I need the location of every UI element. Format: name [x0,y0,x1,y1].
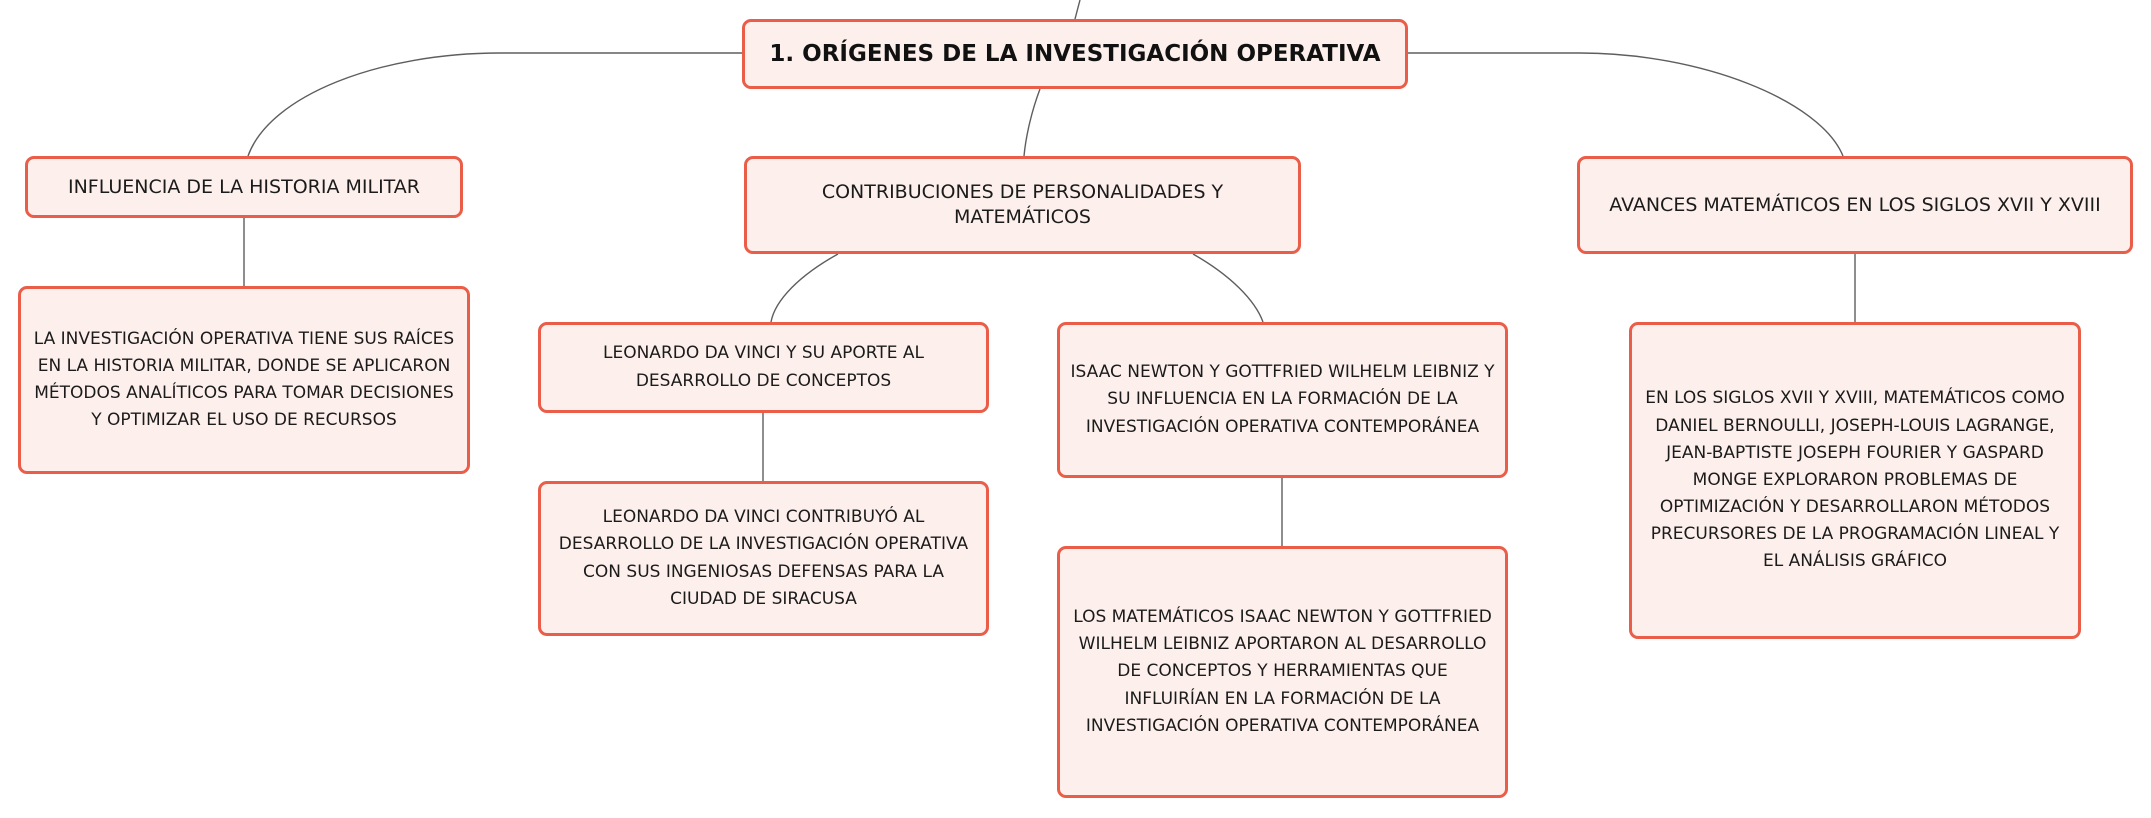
connector-root-to-contribuciones [1024,89,1040,156]
subtopic-historia-militar-detail[interactable] [18,286,470,474]
topic-contribuciones-label: CONTRIBUCIONES DE PERSONALIDADES Y MATEMÁTICOS [821,181,1224,228]
subtopic-avances-matematicos-text: EN LOS SIGLOS XVII Y XVIII, MATEMÁTICOS COMO DANIEL BERNOULLI, JOSEPH-LOUIS LAGRANGE, JEAN-BAPTISTE JOSEPH FOURIER Y GASPARD MONGE EXPLORARON PROBLEMAS DE OPTIMIZACIÓN Y DESARROLLARON MÉTODOS PRECURSORES DE LA PROGRAMACIÓN LINEAL Y EL ANÁLISIS GRÁFICO [1645,388,2065,572]
root-topic-label: 1. ORÍGENES DE LA INVESTIGACIÓN OPERATIVA [769,41,1381,67]
topic-contribuciones[interactable] [744,156,1301,254]
subtopic-historia-militar-text: LA INVESTIGACIÓN OPERATIVA TIENE SUS RAÍCES EN LA HISTORIA MILITAR, DONDE SE APLICARON MÉTODOS ANALÍTICOS PARA TOMAR DECISIONES Y OPTIMIZAR EL USO DE RECURSOS [33,328,455,431]
connector-root-to-parent [1075,0,1080,19]
connector-contribuciones-to-newton [1193,254,1263,322]
topic-historia-militar[interactable] [25,156,463,218]
subtopic-newton-leibniz-label: ISAAC NEWTON Y GOTTFRIED WILHELM LEIBNIZ Y SU INFLUENCIA EN LA FORMACIÓN DE LA INVESTIGACIÓN OPERATIVA CONTEMPORÁNEA [1070,362,1495,437]
topic-historia-militar-label: INFLUENCIA DE LA HISTORIA MILITAR [67,175,421,198]
root-topic[interactable] [742,19,1408,89]
subtopic-newton-leibniz-detail[interactable] [1057,546,1508,798]
subtopic-davinci-text: LEONARDO DA VINCI CONTRIBUYÓ AL DESARROLLO DE LA INVESTIGACIÓN OPERATIVA CON SUS INGENIOSAS DEFENSAS PARA LA CIUDAD DE SIRACUSA [558,507,969,609]
connector-root-to-avances [1408,53,1843,156]
subtopic-newton-leibniz[interactable] [1057,322,1508,478]
topic-avances-matematicos[interactable] [1577,156,2133,254]
subtopic-davinci-detail[interactable] [538,481,989,636]
connector-contribuciones-to-davinci [771,254,838,322]
connector-root-to-militar [248,53,742,156]
subtopic-avances-matematicos-detail[interactable] [1629,322,2081,639]
subtopic-newton-leibniz-text: LOS MATEMÁTICOS ISAAC NEWTON Y GOTTFRIED WILHELM LEIBNIZ APORTARON AL DESARROLLO DE CONCEPTOS Y HERRAMIENTAS QUE INFLUIRÍAN EN LA FORMACIÓN DE LA INVESTIGACIÓN OPERATIVA CONTEMPORÁNEA [1073,607,1492,736]
topic-avances-matematicos-label: AVANCES MATEMÁTICOS EN LOS SIGLOS XVII Y XVIII [1609,193,2101,216]
subtopic-davinci-label: LEONARDO DA VINCI Y SU APORTE AL DESARROLLO DE CONCEPTOS [603,343,924,391]
subtopic-davinci[interactable] [538,322,989,413]
